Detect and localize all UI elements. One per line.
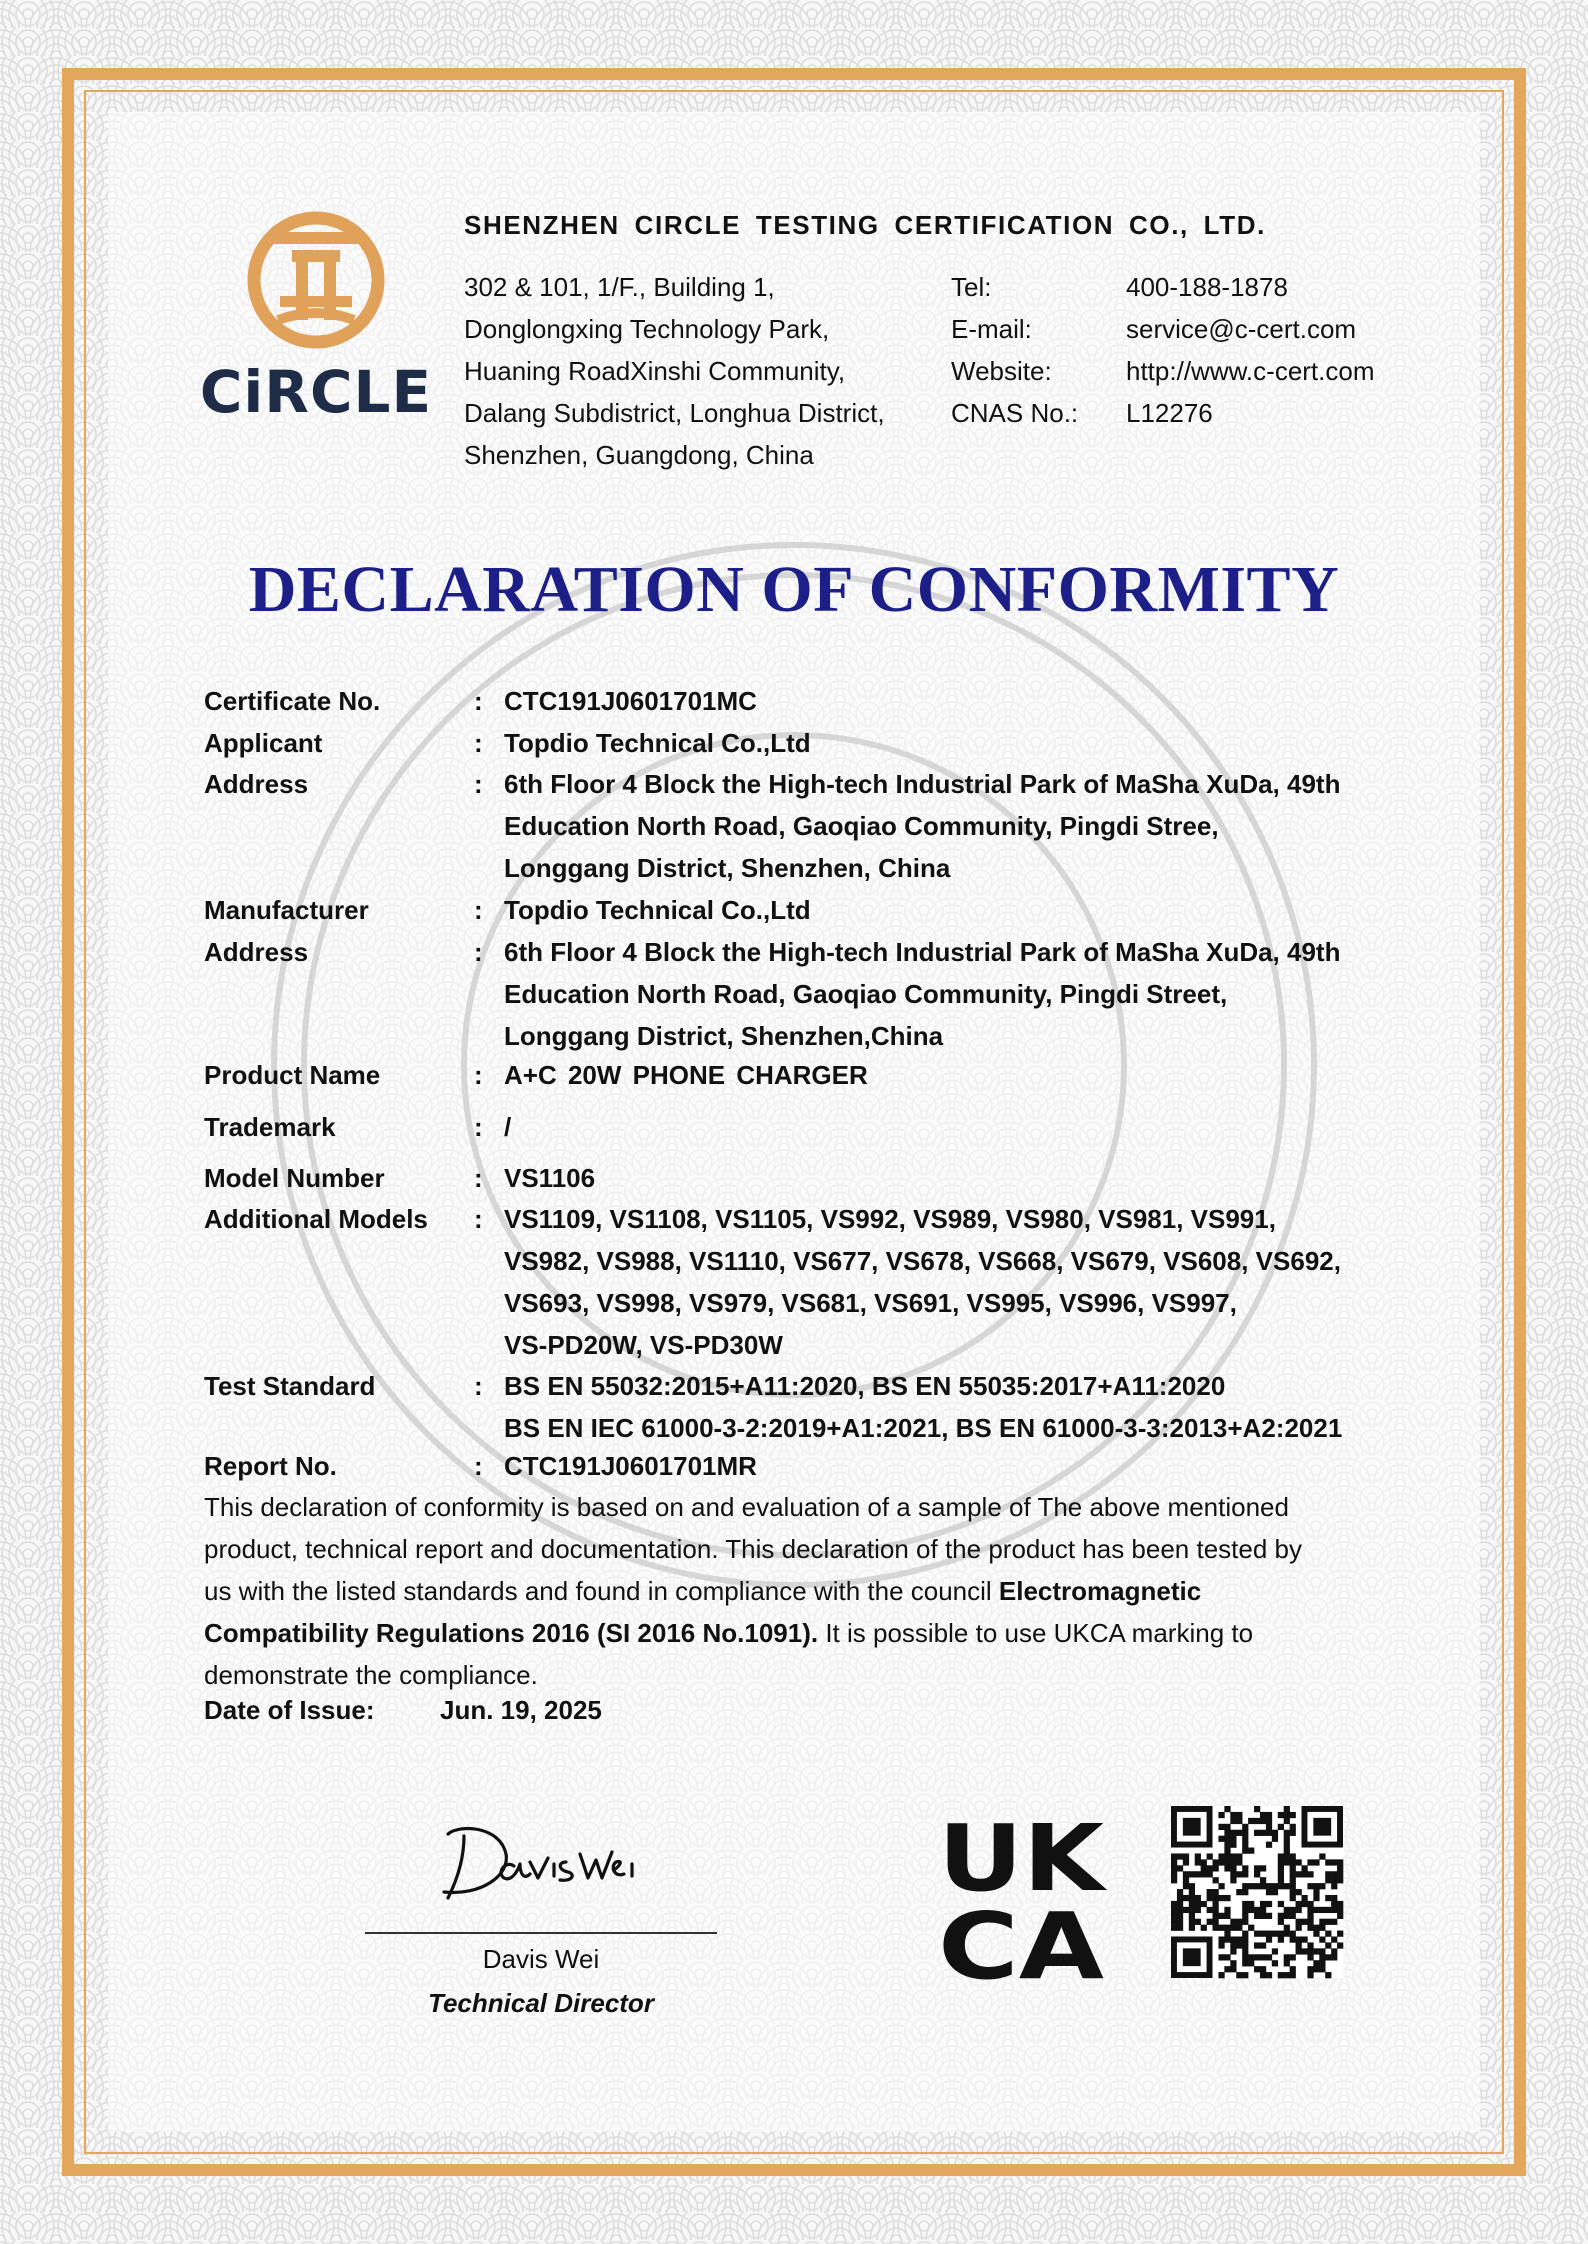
value-line: Education North Road, Gaoqiao Community, Pingdi Stree,: [504, 811, 1219, 841]
field-value: [504, 1198, 1424, 1366]
logo-wordmark: CiRCLE: [199, 358, 433, 426]
value-line: BS EN 55032:2015+A11:2020, BS EN 55035:2017+A11:2020: [504, 1371, 1226, 1401]
circle-logo-mark-icon: [238, 210, 394, 350]
date-value: Jun. 19, 2025: [440, 1695, 602, 1725]
field-label: Additional Models: [204, 1204, 428, 1234]
paragraph-line: [204, 1570, 1404, 1612]
paragraph-line: This declaration of conformity is based on and evaluation of a sample of The above mentioned: [204, 1492, 1289, 1522]
address-line: Donglongxing Technology Park,: [464, 314, 830, 344]
field-colon: :: [474, 1371, 483, 1401]
contact-value: L12276: [1126, 398, 1213, 428]
field-label: Address: [204, 769, 309, 799]
field-label: Address: [204, 937, 309, 967]
regulation-name: Compatibility Regulations 2016 (SI 2016 No.1091).: [204, 1618, 819, 1648]
value-line: Education North Road, Gaoqiao Community, Pingdi Street,: [504, 979, 1228, 1009]
signature-text: Davis Wei: [430, 1801, 502, 1818]
value-line: Longgang District, Shenzhen,China: [504, 1021, 944, 1051]
field-label: Certificate No.: [204, 686, 381, 716]
value-line: VS693, VS998, VS979, VS681, VS691, VS995, VS996, VS997,: [504, 1288, 1237, 1318]
field-colon: :: [474, 1163, 483, 1193]
value-line: BS EN IEC 61000-3-2:2019+A1:2021, BS EN 61000-3-3:2013+A2:2021: [504, 1413, 1343, 1443]
company-logo: [196, 210, 436, 430]
ukca-line-ca: CA: [938, 1893, 1104, 2000]
field-label: Manufacturer: [204, 895, 369, 925]
field-colon: :: [474, 728, 483, 758]
address-line: 302 & 101, 1/F., Building 1,: [464, 272, 775, 302]
field-label: Product Name: [204, 1060, 381, 1090]
paragraph-line: demonstrate the compliance.: [204, 1660, 538, 1690]
address-line: Huaning RoadXinshi Community,: [464, 356, 846, 386]
field-value: /: [504, 1112, 512, 1142]
field-label: Report No.: [204, 1451, 337, 1481]
contact-label: Tel:: [951, 272, 992, 302]
field-colon: :: [474, 1060, 483, 1090]
company-contacts: [951, 266, 1375, 434]
contact-email: [951, 308, 1375, 350]
date-of-issue: [204, 1695, 602, 1726]
regulation-name: Electromagnetic: [998, 1576, 1202, 1606]
address-line: Dalang Subdistrict, Longhua District,: [464, 398, 885, 428]
address-line: Shenzhen, Guangdong, China: [464, 440, 814, 470]
document-title: DECLARATION OF CONFORMITY: [248, 553, 1340, 626]
field-value: Topdio Technical Co.,Ltd: [504, 728, 811, 758]
field-value: A+C 20W PHONE CHARGER: [504, 1060, 868, 1090]
paragraph-line: [204, 1612, 1404, 1654]
field-value: Topdio Technical Co.,Ltd: [504, 895, 811, 925]
contact-tel: [951, 266, 1375, 308]
field-colon: :: [474, 686, 483, 716]
paragraph-text: It is possible to use UKCA marking to: [818, 1618, 1254, 1648]
field-colon: :: [474, 769, 483, 799]
value-line: VS982, VS988, VS1110, VS677, VS678, VS668, VS679, VS608, VS692,: [504, 1246, 1341, 1276]
declaration-paragraph: [204, 1486, 1404, 1696]
field-value: [504, 1365, 1424, 1449]
paragraph-line: product, technical report and documentation. This declaration of the product has been tested by: [204, 1534, 1302, 1564]
field-label: Model Number: [204, 1163, 385, 1193]
contact-value: http://www.c-cert.com: [1126, 356, 1375, 386]
contact-value: 400-188-1878: [1126, 272, 1288, 302]
contact-value: service@c-cert.com: [1126, 314, 1357, 344]
value-line: 6th Floor 4 Block the High-tech Industrial Park of MaSha XuDa, 49th: [504, 937, 1341, 967]
company-address: [464, 266, 885, 476]
field-label: Applicant: [204, 728, 323, 758]
contact-cnas: [951, 392, 1375, 434]
qr-code-icon[interactable]: [1171, 1806, 1343, 1978]
contact-label: Website:: [951, 356, 1052, 386]
field-colon: :: [474, 1204, 483, 1234]
value-line: VS1109, VS1108, VS1105, VS992, VS989, VS980, VS981, VS991,: [504, 1204, 1276, 1234]
field-value: CTC191J0601701MC: [504, 686, 757, 716]
field-value: [504, 763, 1424, 889]
field-value: VS1106: [504, 1163, 596, 1193]
signature-image: [430, 1801, 660, 1914]
field-label: Test Standard: [204, 1371, 376, 1401]
ukca-mark: [938, 1805, 1109, 2000]
field-colon: :: [474, 895, 483, 925]
date-label: Date of Issue:: [204, 1695, 375, 1725]
signature-line: [365, 1932, 717, 1934]
contact-website: [951, 350, 1375, 392]
field-colon: :: [474, 937, 483, 967]
field-label: Trademark: [204, 1112, 336, 1142]
contact-label: E-mail:: [951, 314, 1032, 344]
paragraph-text: us with the listed standards and found in compliance with the council: [204, 1576, 999, 1606]
contact-label: CNAS No.:: [951, 398, 1079, 428]
field-value: [504, 931, 1424, 1057]
value-line: VS-PD20W, VS-PD30W: [504, 1330, 783, 1360]
value-line: Longgang District, Shenzhen, China: [504, 853, 951, 883]
signatory-title: Technical Director: [428, 1988, 654, 2018]
signatory-name: Davis Wei: [482, 1944, 600, 1974]
ukca-line-uk: UK: [938, 1805, 1109, 1912]
field-colon: :: [474, 1451, 483, 1481]
company-name: SHENZHEN CIRCLE TESTING CERTIFICATION CO., LTD.: [464, 210, 1266, 240]
field-colon: :: [474, 1112, 483, 1142]
field-value: CTC191J0601701MR: [504, 1451, 757, 1481]
value-line: 6th Floor 4 Block the High-tech Industrial Park of MaSha XuDa, 49th: [504, 769, 1341, 799]
